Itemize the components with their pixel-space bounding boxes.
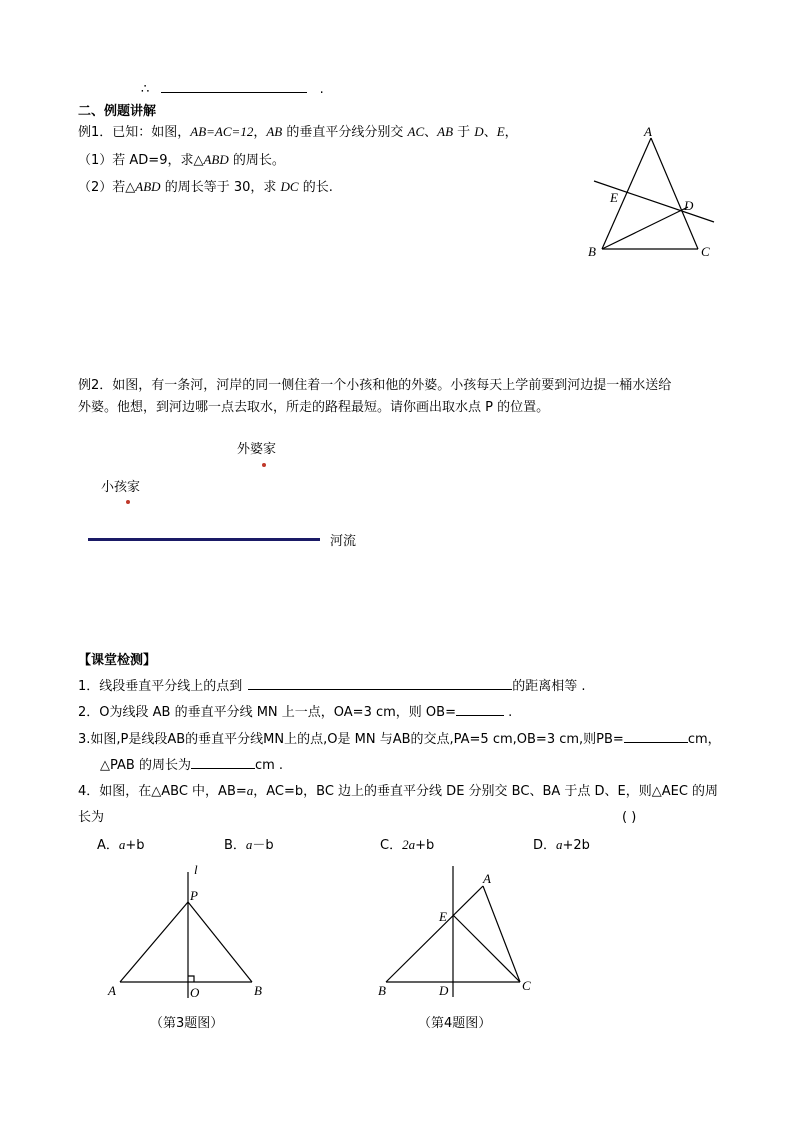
check-q3-blank1[interactable] bbox=[624, 728, 688, 743]
figure3-triangle bbox=[100, 858, 280, 1003]
label-a: A bbox=[108, 983, 116, 998]
therefore-line bbox=[141, 78, 324, 99]
label-d: D bbox=[684, 198, 694, 213]
figure4-triangle bbox=[370, 862, 540, 1002]
check-q2: 2．O为线段 AB 的垂直平分线 MN 上一点，OA=3 cm，则 OB= . bbox=[78, 701, 512, 722]
label-c: C bbox=[522, 978, 531, 993]
label-o: O bbox=[190, 985, 200, 1000]
example1-statement: 例1．已知：如图，AB=AC=12，AB 的垂直平分线分别交 AC、AB 于 D、E， bbox=[78, 124, 518, 140]
example2-line2: 外婆。他想，到河边哪一点去取水，所走的路程最短。请你画出取水点 P 的位置。 bbox=[78, 400, 550, 415]
check-q4-answer-paren[interactable]: ( ) bbox=[622, 810, 637, 825]
option-c[interactable]: C．2a+b bbox=[380, 837, 435, 853]
figure3-caption: （第3题图） bbox=[150, 1016, 224, 1031]
child-house-point bbox=[126, 500, 130, 504]
segment-ac bbox=[483, 886, 520, 982]
check-q3-blank2[interactable] bbox=[191, 754, 255, 769]
check-q3-line2: △PAB 的周长为 cm . bbox=[100, 754, 283, 775]
edge-ac bbox=[651, 138, 698, 249]
label-d: D bbox=[439, 983, 449, 998]
option-b[interactable]: B．a－b bbox=[224, 837, 274, 853]
segment-ec bbox=[453, 915, 520, 982]
option-a[interactable]: A．a+b bbox=[97, 837, 145, 853]
label-b: B bbox=[378, 983, 386, 998]
section-title: 二、例题讲解 bbox=[78, 104, 157, 119]
segment-bd bbox=[602, 207, 688, 249]
segment-pb bbox=[188, 902, 252, 982]
check-q1: 1．线段垂直平分线上的点到 的距离相等 . bbox=[78, 675, 586, 696]
label-b: B bbox=[254, 983, 262, 998]
label-e: E bbox=[439, 909, 447, 924]
segment-ba bbox=[386, 886, 483, 982]
check-q4: 4．如图，在△ABC 中，AB=a，AC=b，BC 边上的垂直平分线 DE 分别交 BC、BA 于点 D、E，则△AEC 的周 bbox=[78, 783, 719, 799]
example1-triangle-figure bbox=[580, 120, 730, 265]
label-a: A bbox=[483, 871, 491, 886]
child-house-label: 小孩家 bbox=[101, 480, 141, 495]
label-c: C bbox=[701, 244, 710, 259]
example1-question2: （2）若△ABD 的周长等于 30，求 DC 的长. bbox=[78, 179, 333, 195]
river-label: 河流 bbox=[330, 534, 357, 549]
label-p: P bbox=[190, 888, 198, 903]
label-b: B bbox=[588, 244, 596, 259]
label-a: A bbox=[644, 124, 652, 139]
check-q3: 3.如图,P是线段AB的垂直平分线MN上的点,O是 MN 与AB的交点,PA=5 cm,OB=3 cm,则PB= cm， bbox=[78, 728, 721, 749]
therefore-symbol: ∴ bbox=[141, 82, 150, 97]
right-angle-mark bbox=[188, 976, 194, 982]
segment-pa bbox=[120, 902, 188, 982]
label-l: l bbox=[194, 862, 198, 877]
grandma-house-label: 外婆家 bbox=[237, 442, 277, 457]
grandma-house-point bbox=[262, 463, 266, 467]
check-title: 【课堂检测】 bbox=[78, 653, 157, 668]
therefore-period: . bbox=[319, 82, 324, 97]
example2-line1: 例2．如图，有一条河，河岸的同一侧住着一个小孩和他的外婆。小孩每天上学前要到河边提一桶水送给 bbox=[78, 378, 672, 393]
label-e: E bbox=[610, 190, 618, 205]
figure4-caption: （第4题图） bbox=[418, 1016, 492, 1031]
check-q4-line2: 长为 bbox=[78, 810, 105, 825]
river-line bbox=[88, 538, 320, 541]
check-q2-blank[interactable] bbox=[456, 701, 504, 716]
therefore-blank[interactable] bbox=[161, 78, 307, 93]
example1-question1: （1）若 AD=9，求△ABD 的周长。 bbox=[78, 152, 285, 168]
option-d[interactable]: D．a+2b bbox=[533, 837, 590, 853]
check-q1-blank[interactable] bbox=[248, 675, 512, 690]
